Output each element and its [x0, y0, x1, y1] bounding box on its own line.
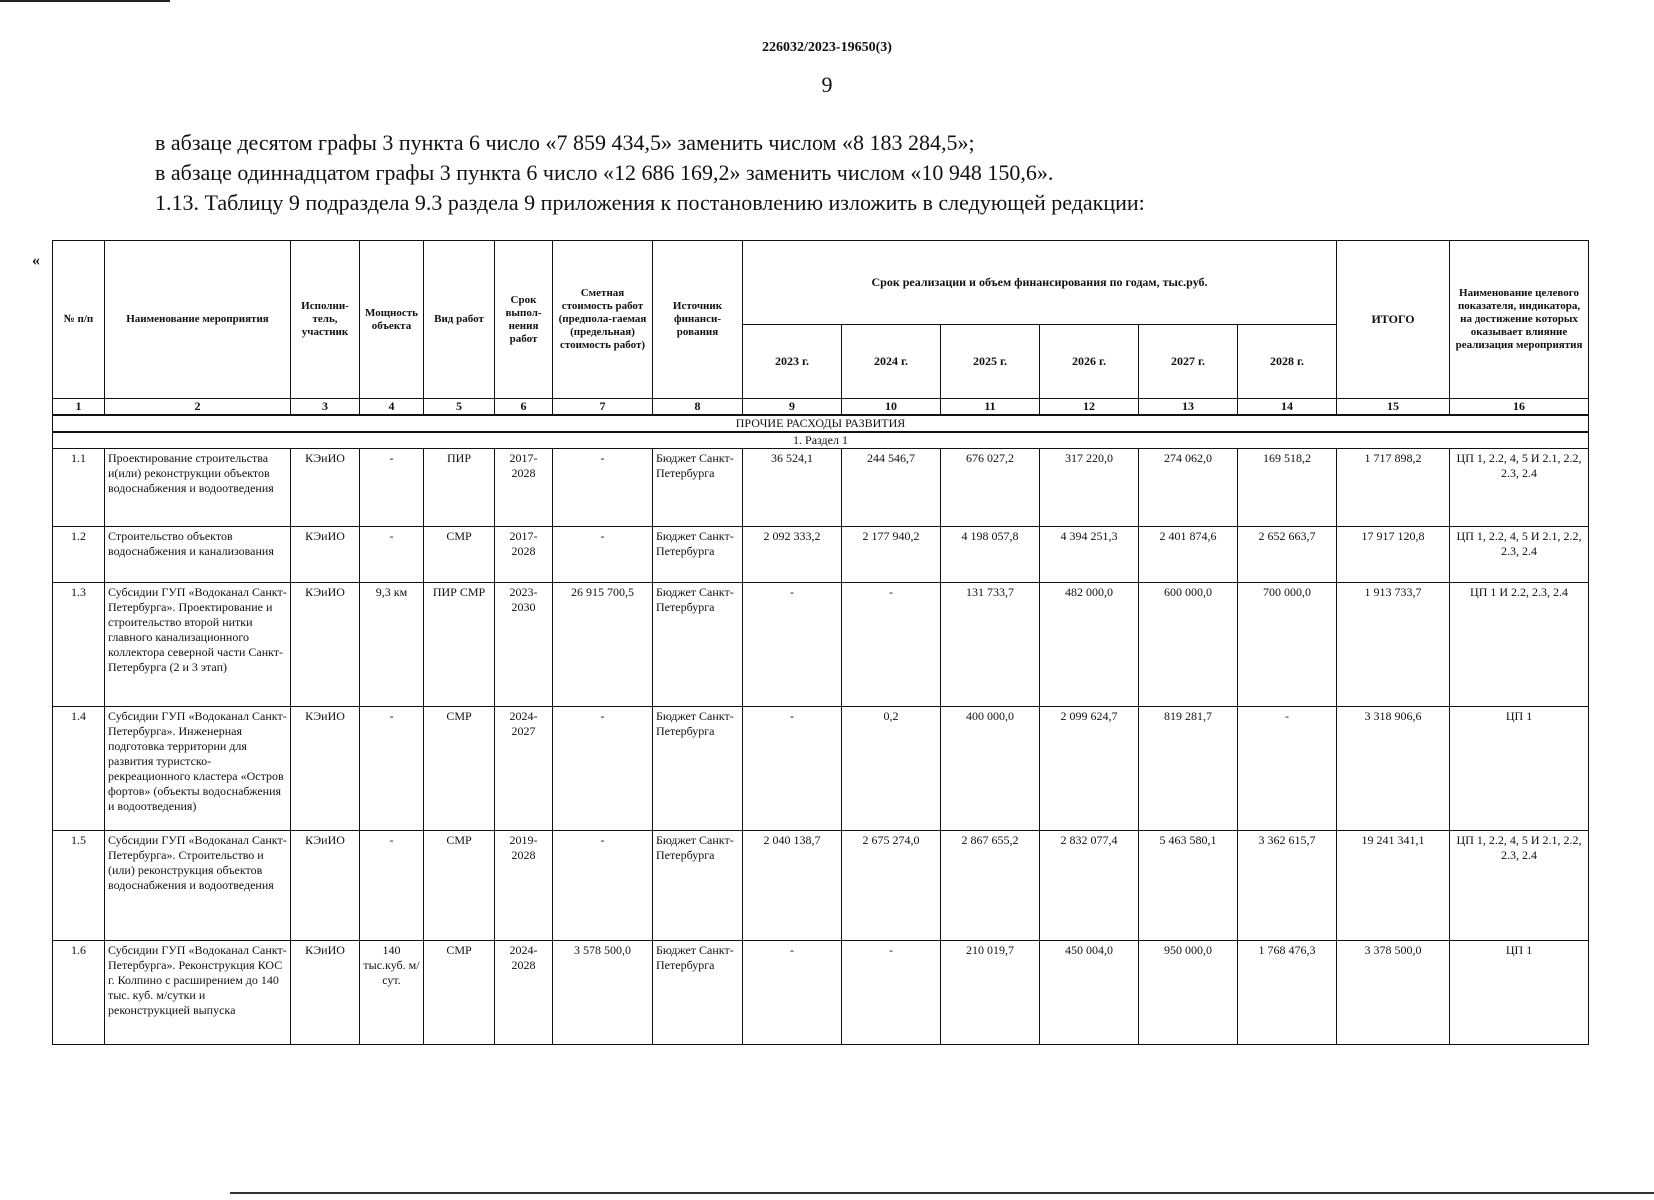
column-number: 5: [424, 399, 495, 416]
header-year-2028: 2028 г.: [1238, 325, 1337, 399]
amount-2025: 676 027,2: [941, 449, 1040, 527]
header-executor: Исполни-тель, участник: [291, 241, 360, 399]
amount-2026: 482 000,0: [1040, 583, 1139, 707]
amount-2024: 0,2: [842, 707, 941, 831]
amount-total: 1 913 733,7: [1337, 583, 1450, 707]
column-number-row: [53, 399, 1589, 416]
column-number: 11: [941, 399, 1040, 416]
estimated-cost: 3 578 500,0: [553, 941, 653, 1045]
table-row: [53, 831, 1589, 941]
amount-2026: 4 394 251,3: [1040, 527, 1139, 583]
header-indicator: Наименование целевого показателя, индикатора, на достижение которых оказывает влияние реализация мероприятия: [1450, 241, 1589, 399]
column-number: 14: [1238, 399, 1337, 416]
capacity: -: [360, 449, 424, 527]
column-number: 13: [1139, 399, 1238, 416]
row-number: 1.2: [53, 527, 105, 583]
funding-source: Бюджет Санкт-Петербурга: [653, 449, 743, 527]
header-name: Наименование мероприятия: [105, 241, 291, 399]
row-number: 1.3: [53, 583, 105, 707]
activity-name: Субсидии ГУП «Водоканал Санкт-Петербурга». Реконструкция КОС г. Колпино с расширением до 140 тыс. куб. м/сутки и реконструкцией выпуска: [105, 941, 291, 1045]
section-row: [53, 415, 1589, 432]
amount-2023: -: [743, 941, 842, 1045]
amount-2024: 244 546,7: [842, 449, 941, 527]
work-type: СМР: [424, 941, 495, 1045]
capacity: 140 тыс.куб. м/сут.: [360, 941, 424, 1045]
work-type: ПИР: [424, 449, 495, 527]
table-row: [53, 707, 1589, 831]
paragraph: в абзаце одиннадцатом графы 3 пункта 6 число «12 686 169,2» заменить числом «10 948 150,6».: [155, 160, 1054, 185]
amount-2024: -: [842, 941, 941, 1045]
financing-table: [52, 240, 1589, 1045]
amount-2023: 2 092 333,2: [743, 527, 842, 583]
table-body: [53, 399, 1589, 1045]
column-number: 1: [53, 399, 105, 416]
table-row: [53, 941, 1589, 1045]
funding-source: Бюджет Санкт-Петербурга: [653, 831, 743, 941]
header-year-2025: 2025 г.: [941, 325, 1040, 399]
funding-source: Бюджет Санкт-Петербурга: [653, 527, 743, 583]
amount-2028: 2 652 663,7: [1238, 527, 1337, 583]
amount-2026: 2 832 077,4: [1040, 831, 1139, 941]
amount-2026: 317 220,0: [1040, 449, 1139, 527]
work-type: ПИР СМР: [424, 583, 495, 707]
funding-source: Бюджет Санкт-Петербурга: [653, 707, 743, 831]
amount-2024: 2 177 940,2: [842, 527, 941, 583]
work-type: СМР: [424, 831, 495, 941]
work-type: СМР: [424, 527, 495, 583]
header-year-2024: 2024 г.: [842, 325, 941, 399]
paragraph: 1.13. Таблицу 9 подраздела 9.3 раздела 9 приложения к постановлению изложить в следующей редакции:: [155, 190, 1145, 215]
target-indicator: ЦП 1 И 2.2, 2.3, 2.4: [1450, 583, 1589, 707]
header-period: Срок выпол-нения работ: [495, 241, 553, 399]
amount-total: 3 318 906,6: [1337, 707, 1450, 831]
estimated-cost: -: [553, 707, 653, 831]
amount-2025: 400 000,0: [941, 707, 1040, 831]
scan-edge-bottom: [230, 1192, 1654, 1194]
amount-total: 19 241 341,1: [1337, 831, 1450, 941]
period: 2017-2028: [495, 527, 553, 583]
column-number: 2: [105, 399, 291, 416]
header-capacity: Мощность объекта: [360, 241, 424, 399]
amount-2023: -: [743, 707, 842, 831]
activity-name: Строительство объектов водоснабжения и канализования: [105, 527, 291, 583]
column-number: 9: [743, 399, 842, 416]
amount-2025: 210 019,7: [941, 941, 1040, 1045]
amount-total: 3 378 500,0: [1337, 941, 1450, 1045]
capacity: -: [360, 831, 424, 941]
activity-name: Субсидии ГУП «Водоканал Санкт-Петербурга». Инженерная подготовка территории для развития туристско-рекреационного кластера «Остров фортов» (объекты водоснабжения и водоотведения): [105, 707, 291, 831]
estimated-cost: -: [553, 449, 653, 527]
amount-2024: -: [842, 583, 941, 707]
column-number: 10: [842, 399, 941, 416]
amount-2024: 2 675 274,0: [842, 831, 941, 941]
estimated-cost: -: [553, 831, 653, 941]
amount-2027: 2 401 874,6: [1139, 527, 1238, 583]
header-cost: Сметная стоимость работ (предпола-гаемая (предельная) стоимость работ): [553, 241, 653, 399]
column-number: 7: [553, 399, 653, 416]
period: 2023-2030: [495, 583, 553, 707]
amount-2026: 2 099 624,7: [1040, 707, 1139, 831]
page-number: 9: [821, 72, 833, 97]
column-number: 3: [291, 399, 360, 416]
column-number: 6: [495, 399, 553, 416]
header-year-2023: 2023 г.: [743, 325, 842, 399]
header-work-type: Вид работ: [424, 241, 495, 399]
executor: КЭиИО: [291, 527, 360, 583]
amount-2028: 1 768 476,3: [1238, 941, 1337, 1045]
amount-2025: 131 733,7: [941, 583, 1040, 707]
section-title: ПРОЧИЕ РАСХОДЫ РАЗВИТИЯ: [53, 415, 1589, 432]
executor: КЭиИО: [291, 707, 360, 831]
capacity: 9,3 км: [360, 583, 424, 707]
column-number: 12: [1040, 399, 1139, 416]
column-number: 8: [653, 399, 743, 416]
amount-2026: 450 004,0: [1040, 941, 1139, 1045]
estimated-cost: 26 915 700,5: [553, 583, 653, 707]
header-year-2026: 2026 г.: [1040, 325, 1139, 399]
header-total: ИТОГО: [1337, 241, 1450, 399]
activity-name: Субсидии ГУП «Водоканал Санкт-Петербурга». Строительство и (или) реконструкция объектов водоснабжения и водоотведения: [105, 831, 291, 941]
funding-source: Бюджет Санкт-Петербурга: [653, 583, 743, 707]
target-indicator: ЦП 1, 2.2, 4, 5 И 2.1, 2.2, 2.3, 2.4: [1450, 831, 1589, 941]
period: 2019-2028: [495, 831, 553, 941]
activity-name: Субсидии ГУП «Водоканал Санкт-Петербурга». Проектирование и строительство второй нитки главного канализационного коллектора северной части Санкт-Петербурга (2 и 3 этап): [105, 583, 291, 707]
amount-total: 17 917 120,8: [1337, 527, 1450, 583]
amount-2027: 5 463 580,1: [1139, 831, 1238, 941]
amount-2027: 274 062,0: [1139, 449, 1238, 527]
amount-total: 1 717 898,2: [1337, 449, 1450, 527]
header-source: Источник финанси-рования: [653, 241, 743, 399]
target-indicator: ЦП 1, 2.2, 4, 5 И 2.1, 2.2, 2.3, 2.4: [1450, 449, 1589, 527]
period: 2024-2028: [495, 941, 553, 1045]
target-indicator: ЦП 1, 2.2, 4, 5 И 2.1, 2.2, 2.3, 2.4: [1450, 527, 1589, 583]
table-row: [53, 583, 1589, 707]
column-number: 15: [1337, 399, 1450, 416]
amount-2023: -: [743, 583, 842, 707]
capacity: -: [360, 707, 424, 831]
target-indicator: ЦП 1: [1450, 707, 1589, 831]
funding-source: Бюджет Санкт-Петербурга: [653, 941, 743, 1045]
executor: КЭиИО: [291, 449, 360, 527]
amount-2025: 2 867 655,2: [941, 831, 1040, 941]
header-num: № п/п: [53, 241, 105, 399]
column-number: 4: [360, 399, 424, 416]
scan-edge-top: [0, 0, 170, 2]
capacity: -: [360, 527, 424, 583]
row-number: 1.4: [53, 707, 105, 831]
executor: КЭиИО: [291, 831, 360, 941]
amount-2027: 819 281,7: [1139, 707, 1238, 831]
amount-2027: 950 000,0: [1139, 941, 1238, 1045]
executor: КЭиИО: [291, 583, 360, 707]
header-financing-group: Срок реализации и объем финансирования по годам, тыс.руб.: [743, 241, 1337, 325]
executor: КЭиИО: [291, 941, 360, 1045]
header-year-2027: 2027 г.: [1139, 325, 1238, 399]
table-row: [53, 527, 1589, 583]
period: 2024-2027: [495, 707, 553, 831]
paragraph: в абзаце десятом графы 3 пункта 6 число «7 859 434,5» заменить числом «8 183 284,5»;: [155, 130, 975, 155]
row-number: 1.1: [53, 449, 105, 527]
row-number: 1.6: [53, 941, 105, 1045]
document-number: 226032/2023-19650(3): [762, 40, 892, 55]
work-type: СМР: [424, 707, 495, 831]
subsection-row: [53, 432, 1589, 449]
table-row: [53, 449, 1589, 527]
opening-quote: «: [32, 252, 40, 269]
estimated-cost: -: [553, 527, 653, 583]
amount-2023: 2 040 138,7: [743, 831, 842, 941]
amount-2028: 169 518,2: [1238, 449, 1337, 527]
amount-2027: 600 000,0: [1139, 583, 1238, 707]
amount-2025: 4 198 057,8: [941, 527, 1040, 583]
amendment-paragraphs: [155, 128, 1555, 218]
amount-2028: 3 362 615,7: [1238, 831, 1337, 941]
target-indicator: ЦП 1: [1450, 941, 1589, 1045]
activity-name: Проектирование строительства и(или) реконструкции объектов водоснабжения и водоотведения: [105, 449, 291, 527]
period: 2017-2028: [495, 449, 553, 527]
row-number: 1.5: [53, 831, 105, 941]
amount-2023: 36 524,1: [743, 449, 842, 527]
amount-2028: -: [1238, 707, 1337, 831]
amount-2028: 700 000,0: [1238, 583, 1337, 707]
column-number: 16: [1450, 399, 1589, 416]
subsection-title: 1. Раздел 1: [53, 432, 1589, 449]
